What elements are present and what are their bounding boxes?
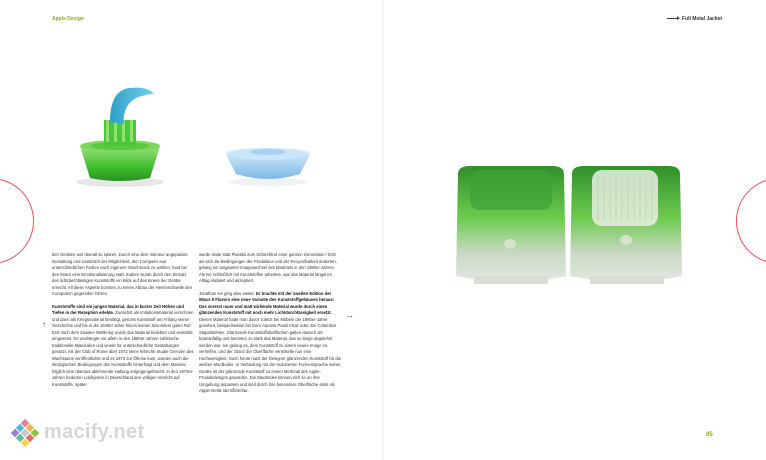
paragraph-body: Dieses Material hatte man davor zuletzt bei Möbeln der 1960er-Jahre gesehen, beispielsweise bei Eero Aarnios Pastil Chair oder Joe Colombos Stapelstühlen. Glänzende Kunststoffoberflächen galten danach als kratzanfällig und betonten zu stark das Material, das so lange abgelehnt worden war. Ive gelang es, dem Kunststoff zu einem neuen Image zu verhelfen, und der Glanz der Oberfläche vermittelte nun eine Hochwertigkeit. Noch heute nutzt der Designer glänzenden Kunststoff für die weißen MacBooks. In Verbindung mit der reduzierten Formensprache seiner Geräte ist der glänzende Kunststoff zu einem Merkmal des Apple-Produktdesigns geworden. Die MacBooks können sich so an ihre Umgebung anpassen und sind durch ihre besondere Oberfläche stets als Apple-Gerät identifizierbar. (199, 316, 341, 393)
paragraph: den Geräten war überall zu spüren. Durch eine dem Interieur angepasste Gestaltung und zusätzlich der Möglichkeit, den Computer aus unterschiedlichen Farben nach eigenem Geschmack zu wählen, fand bei den iMacs eine Emotionalisierung statt. Zudem wurde durch den Einsatz des lichtdurchlässigen Kunststoffs ein Blick auf das Innere der Geräte erreicht. All diese Aspekte konnten zu einem Abbau der Hemmschwelle den Computern gegenüber führen. (52, 252, 193, 296)
page-number: 85 (706, 432, 713, 438)
running-head-right: Full Metal Jacket (682, 16, 723, 22)
text-column-right (199, 252, 341, 401)
watermark (10, 418, 200, 448)
book-gutter (382, 0, 384, 460)
arrow-right-icon: → (345, 310, 354, 320)
paragraph-bold-lead: Er brachte mit der zweiten Edition der iMacs 5 Flavors eine neue Variante des Kunststoffgehäuses heraus: Das vorerst rauer und matt wirkende Material wurde durch einen glänzenden Kunststoff mit noch mehr Lichtdurchlässigkeit ersetzt. (199, 290, 335, 315)
paragraph-body: Zunächst als Imitationsmaterial verschrien und dann als Kriegsmaterial benötigt, genoss Kunststoff am Anfang seiner Geschichte und bis in die 1940er Jahre hinein keinen besonders guten Ruf. Erst nach dem Zweiten Weltkrieg wurde das Material beliebter und verstärkt eingesetzt. Es verdrängte vor allem in den 1960er-Jahren zahlreiche traditionelle Materialien und wurde für unterschiedliche Gestaltungen genutzt. Als der Club of Rome aber 1972 seine kritische Studie Grenzen des Wachstums veröffentlichte und es 1973 zur Ölkrise kam, wurden auch die ökologischen Bedingungen des Kunststoffs hinterfragt und dem Material folglich eine überaus ablehnende Haltung entgegengebracht. In den 1970er-Jahren forderten Lobbyisten in Deutschland den völligen Verzicht auf Kunststoffe, später (52, 310, 194, 387)
paragraph-lead: Jonathan Ive ging aber weiter. (199, 290, 257, 296)
paragraph: wurde sluite statt Plastiks zum Schlechtruf einer ganzen Generation.³ Erst als sich die Bedingungen der Produktion und der Recycelbarkeit änderten, gelang ein langsamer Imagewechsel des Materials in den 1990er-Jahren. Als Ive schließlich mit Kunststoffen arbeitete, war das Material längst im Alltag etabliert und akzeptiert. (199, 252, 337, 283)
arrow-up-icon: ↑ (42, 320, 46, 329)
imac-back-photo (452, 164, 684, 294)
paragraph (52, 304, 194, 389)
running-head-left: Apple Design (52, 16, 84, 22)
paragraph-bold-lead: Kunststoffe sind ein jungen Material, das in kurzer Zeit Höhen und Tiefen in der Rezeption erlebte. (52, 303, 184, 315)
blue-bowl-photo (220, 140, 316, 190)
macify-logo-icon (10, 418, 40, 448)
paragraph (199, 291, 341, 395)
text-column-left (52, 252, 194, 394)
green-juicer-photo (70, 80, 170, 190)
watermark-text: macify.net (44, 421, 145, 443)
arrow-right-icon (667, 18, 679, 19)
